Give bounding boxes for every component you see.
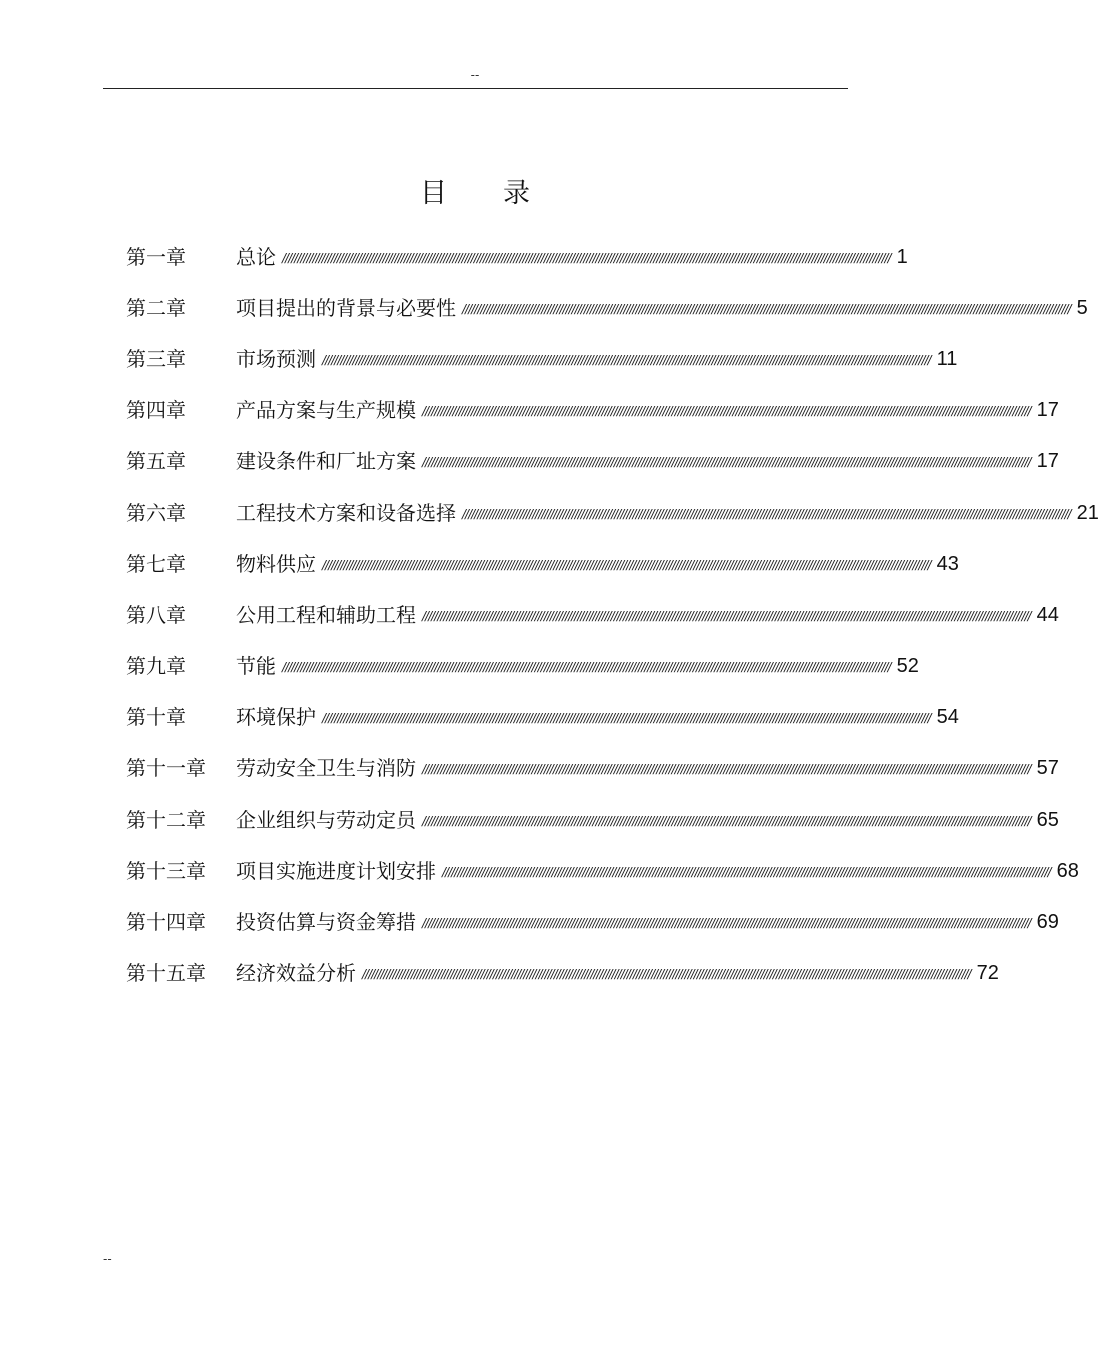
toc-entry[interactable] xyxy=(126,641,919,692)
toc-page-number: 72 xyxy=(976,962,999,985)
toc-entry[interactable] xyxy=(126,333,958,384)
toc-entry-title: 劳动安全卫生与消防 xyxy=(236,756,416,781)
toc-chapter-label: 第十章 xyxy=(126,705,186,730)
toc-page-number: 21 xyxy=(1076,501,1099,524)
toc-leader: //////////////////////////////////////////////////////////////////////////////////////////////////////////////////////////////////////////////////////////////////////////////////////////////////////// xyxy=(282,660,891,675)
toc-entry[interactable] xyxy=(126,282,1088,333)
toc-entry[interactable] xyxy=(126,845,1079,896)
toc-leader: //////////////////////////////////////////////////////////////////////////////////////////////////////////////////////////////////////////////////////////////////////////////////////////////////////// xyxy=(362,967,971,982)
toc-title xyxy=(0,176,950,212)
toc-chapter-label: 第一章 xyxy=(126,244,186,269)
toc-chapter-label: 第十二章 xyxy=(126,807,206,832)
toc-page-number: 54 xyxy=(936,706,959,729)
toc-leader: //////////////////////////////////////////////////////////////////////////////////////////////////////////////////////////////////////////////////////////////////////////////////////////////////////// xyxy=(462,301,1071,316)
toc-page-number: 69 xyxy=(1036,911,1059,934)
toc-entry[interactable] xyxy=(126,436,1059,487)
toc-entry[interactable] xyxy=(126,231,908,282)
toc-leader: //////////////////////////////////////////////////////////////////////////////////////////////////////////////////////////////////////////////////////////////////////////////////////////////////////// xyxy=(322,711,931,726)
toc-chapter-label: 第九章 xyxy=(126,654,186,679)
toc-chapter-label: 第三章 xyxy=(126,346,186,371)
header-rule xyxy=(103,88,848,89)
toc-leader: //////////////////////////////////////////////////////////////////////////////////////////////////////////////////////////////////////////////////////////////////////////////////////////////////////// xyxy=(422,404,1031,419)
toc-entry[interactable] xyxy=(126,487,1099,538)
toc-chapter-label: 第八章 xyxy=(126,602,186,627)
toc-chapter-label: 第七章 xyxy=(126,551,186,576)
toc-chapter-label: 第五章 xyxy=(126,449,186,474)
toc-entry-title: 公用工程和辅助工程 xyxy=(236,602,416,627)
toc-leader: //////////////////////////////////////////////////////////////////////////////////////////////////////////////////////////////////////////////////////////////////////////////////////////////////////// xyxy=(462,506,1071,521)
toc-entry-title: 总论 xyxy=(236,244,276,269)
toc-entry[interactable] xyxy=(126,692,959,743)
toc-entry-title: 建设条件和厂址方案 xyxy=(236,449,416,474)
toc-entry-title: 工程技术方案和设备选择 xyxy=(236,500,456,525)
toc-entry[interactable] xyxy=(126,589,1059,640)
toc-chapter-label: 第十一章 xyxy=(126,756,206,781)
toc-chapter-label: 第十四章 xyxy=(126,910,206,935)
toc-page-number: 68 xyxy=(1056,859,1079,882)
toc-entry-title: 产品方案与生产规模 xyxy=(236,398,416,423)
toc-leader: //////////////////////////////////////////////////////////////////////////////////////////////////////////////////////////////////////////////////////////////////////////////////////////////////////// xyxy=(282,250,891,265)
toc-page-number: 52 xyxy=(896,655,919,678)
toc-leader: //////////////////////////////////////////////////////////////////////////////////////////////////////////////////////////////////////////////////////////////////////////////////////////////////////// xyxy=(442,864,1051,879)
header-mark: -- xyxy=(470,68,480,82)
toc-leader: //////////////////////////////////////////////////////////////////////////////////////////////////////////////////////////////////////////////////////////////////////////////////////////////////////// xyxy=(422,762,1031,777)
toc-entry-title: 投资估算与资金筹措 xyxy=(236,910,416,935)
toc-entry[interactable] xyxy=(126,794,1059,845)
toc-entry-title: 环境保护 xyxy=(236,705,316,730)
toc-leader: //////////////////////////////////////////////////////////////////////////////////////////////////////////////////////////////////////////////////////////////////////////////////////////////////////// xyxy=(422,916,1031,931)
toc-entry[interactable] xyxy=(126,948,999,999)
toc-chapter-label: 第十三章 xyxy=(126,858,206,883)
footer-mark: -- xyxy=(103,1252,112,1266)
toc-page-number: 44 xyxy=(1036,603,1059,626)
toc-chapter-label: 第二章 xyxy=(126,295,186,320)
toc-title-char-1: 目 xyxy=(420,178,447,209)
toc-entry[interactable] xyxy=(126,538,959,589)
toc-chapter-label: 第四章 xyxy=(126,398,186,423)
toc-title-char-2: 录 xyxy=(503,178,530,209)
toc-entry-title: 市场预测 xyxy=(236,346,316,371)
toc-entry[interactable] xyxy=(126,743,1059,794)
toc-page-number: 17 xyxy=(1036,450,1059,473)
toc-leader: //////////////////////////////////////////////////////////////////////////////////////////////////////////////////////////////////////////////////////////////////////////////////////////////////////// xyxy=(322,557,931,572)
toc-chapter-label: 第六章 xyxy=(126,500,186,525)
toc-leader: //////////////////////////////////////////////////////////////////////////////////////////////////////////////////////////////////////////////////////////////////////////////////////////////////////// xyxy=(422,608,1031,623)
toc-entry-title: 节能 xyxy=(236,654,276,679)
toc-entry-title: 物料供应 xyxy=(236,551,316,576)
toc-entry[interactable] xyxy=(126,896,1059,947)
toc-page-number: 11 xyxy=(936,347,958,370)
toc-leader: //////////////////////////////////////////////////////////////////////////////////////////////////////////////////////////////////////////////////////////////////////////////////////////////////////// xyxy=(422,813,1031,828)
toc-list xyxy=(126,231,1099,999)
toc-entry[interactable] xyxy=(126,385,1059,436)
toc-entry-title: 企业组织与劳动定员 xyxy=(236,807,416,832)
toc-leader: //////////////////////////////////////////////////////////////////////////////////////////////////////////////////////////////////////////////////////////////////////////////////////////////////////// xyxy=(322,352,931,367)
toc-page-number: 17 xyxy=(1036,399,1059,422)
toc-page-number: 5 xyxy=(1076,296,1088,319)
toc-entry-title: 项目实施进度计划安排 xyxy=(236,858,436,883)
toc-entry-title: 项目提出的背景与必要性 xyxy=(236,295,456,320)
toc-chapter-label: 第十五章 xyxy=(126,961,206,986)
toc-page-number: 57 xyxy=(1036,757,1059,780)
toc-page-number: 43 xyxy=(936,552,959,575)
toc-leader: //////////////////////////////////////////////////////////////////////////////////////////////////////////////////////////////////////////////////////////////////////////////////////////////////////// xyxy=(422,455,1031,470)
toc-entry-title: 经济效益分析 xyxy=(236,961,356,986)
toc-page-number: 1 xyxy=(896,245,908,268)
toc-page-number: 65 xyxy=(1036,808,1059,831)
